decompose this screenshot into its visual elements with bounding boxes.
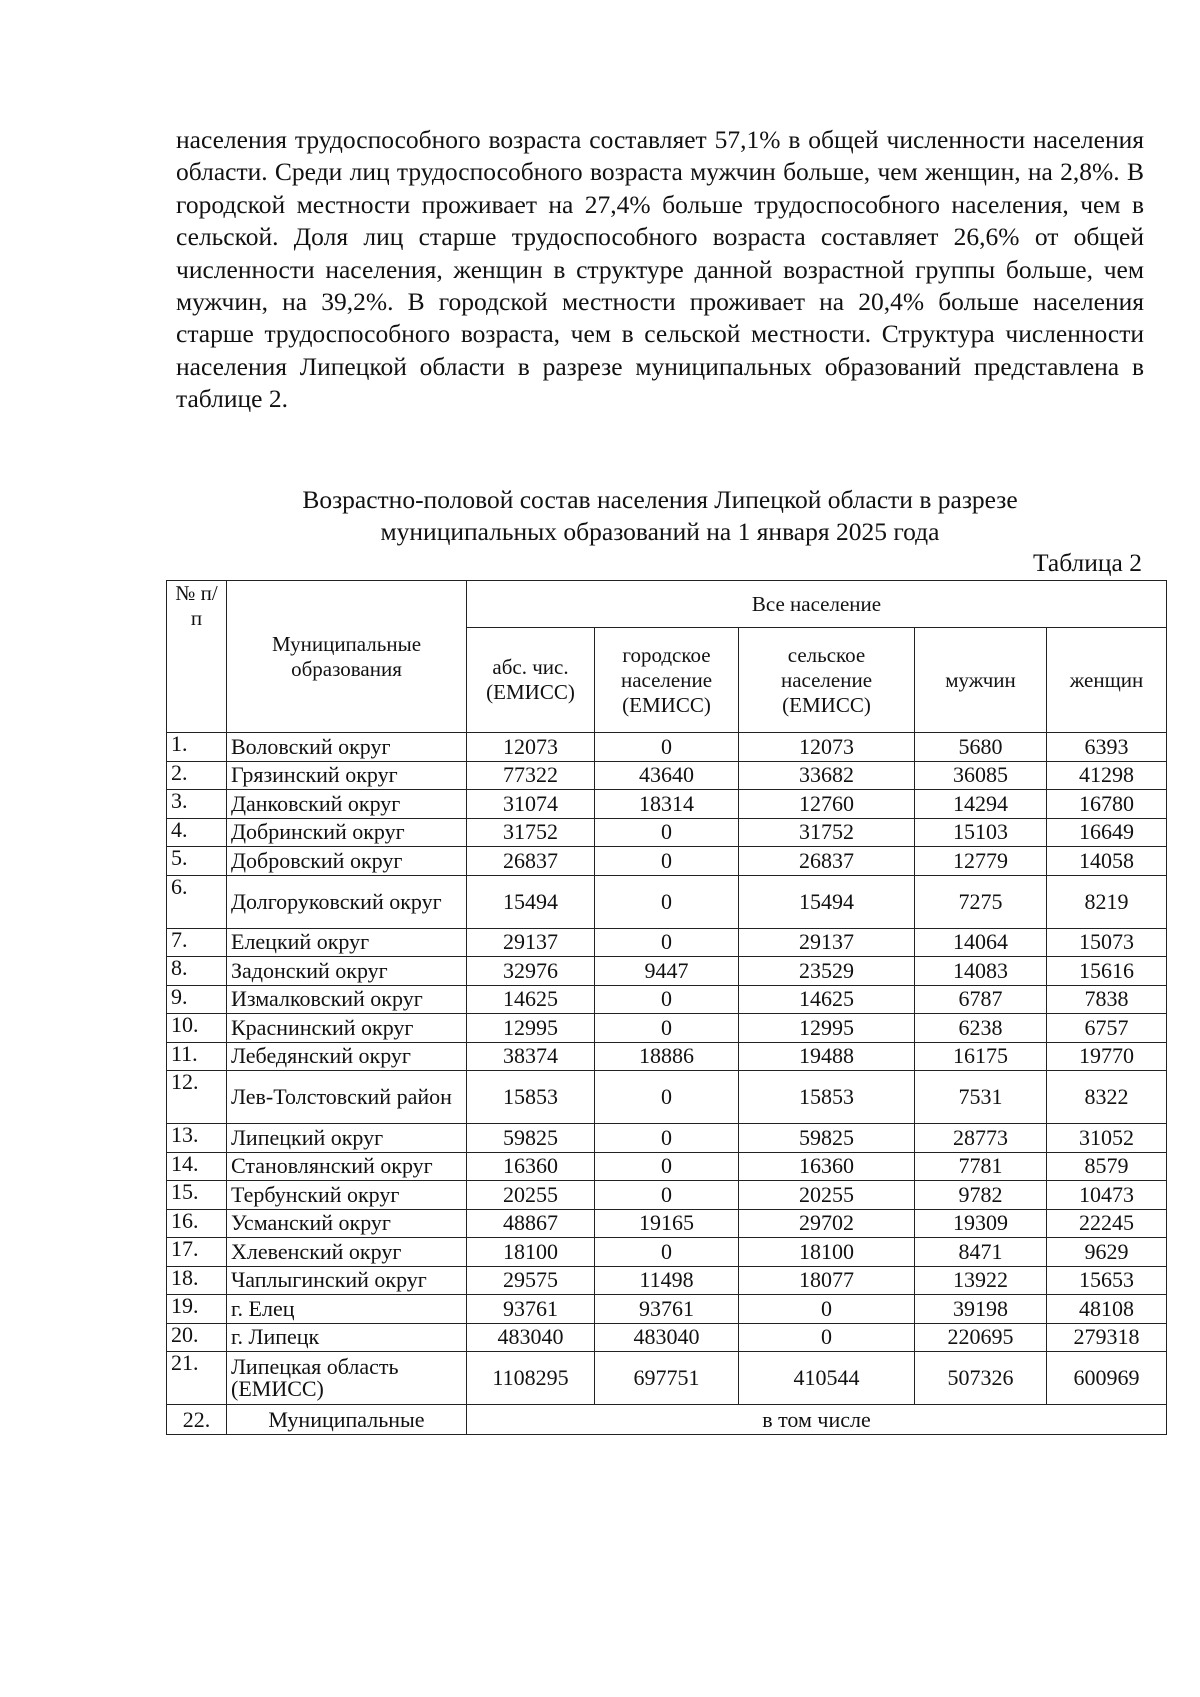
cell-urban: 19165 <box>595 1209 739 1238</box>
cell-urban: 93761 <box>595 1295 739 1324</box>
table-row <box>167 1042 1167 1071</box>
cell-urban: 0 <box>595 985 739 1014</box>
cell-men: 9782 <box>915 1181 1047 1210</box>
cell-urban: 483040 <box>595 1323 739 1352</box>
header-absolute: абс. чис. (ЕМИСС) <box>467 628 595 733</box>
cell-urban: 0 <box>595 1152 739 1181</box>
table-row <box>167 818 1167 847</box>
cell-absolute: 38374 <box>467 1042 595 1071</box>
cell-absolute: 16360 <box>467 1152 595 1181</box>
table-caption-line-1: Возрастно-половой состав населения Липецкой области в разрезе <box>302 485 1018 514</box>
row-number: 14. <box>167 1152 227 1181</box>
cell-men: 14064 <box>915 928 1047 957</box>
cell-absolute: 31752 <box>467 818 595 847</box>
cell-urban: 0 <box>595 1014 739 1043</box>
cell-women: 16649 <box>1047 818 1167 847</box>
cell-absolute: 12073 <box>467 733 595 762</box>
cell-men: 14083 <box>915 957 1047 986</box>
cell-women: 7838 <box>1047 985 1167 1014</box>
cell-women: 19770 <box>1047 1042 1167 1071</box>
header-men: мужчин <box>915 628 1047 733</box>
table-row <box>167 1181 1167 1210</box>
cell-women: 15073 <box>1047 928 1167 957</box>
row-number: 3. <box>167 790 227 819</box>
cell-absolute: 32976 <box>467 957 595 986</box>
cell-urban: 0 <box>595 818 739 847</box>
cell-women: 31052 <box>1047 1124 1167 1153</box>
cell-urban: 11498 <box>595 1266 739 1295</box>
municipality-name: Долгоруковский округ <box>227 875 467 928</box>
municipality-name: г. Елец <box>227 1295 467 1324</box>
row-number: 5. <box>167 847 227 876</box>
cell-absolute: 15853 <box>467 1071 595 1124</box>
cell-absolute: 20255 <box>467 1181 595 1210</box>
municipality-name: г. Липецк <box>227 1323 467 1352</box>
table-row <box>167 1266 1167 1295</box>
row-number: 11. <box>167 1042 227 1071</box>
cell-urban: 0 <box>595 847 739 876</box>
row-number: 4. <box>167 818 227 847</box>
municipality-name: Измалковский округ <box>227 985 467 1014</box>
cell-men: 15103 <box>915 818 1047 847</box>
table-body <box>167 733 1167 1435</box>
cell-urban: 0 <box>595 1181 739 1210</box>
cell-women: 8579 <box>1047 1152 1167 1181</box>
table-row <box>167 928 1167 957</box>
row-number: 12. <box>167 1071 227 1124</box>
municipality-name: Тербунский округ <box>227 1181 467 1210</box>
table-row <box>167 733 1167 762</box>
table-row <box>167 1323 1167 1352</box>
cell-rural: 29702 <box>739 1209 915 1238</box>
cell-absolute: 31074 <box>467 790 595 819</box>
cell-urban: 0 <box>595 733 739 762</box>
cell-rural: 12073 <box>739 733 915 762</box>
table-row <box>167 985 1167 1014</box>
cell-women: 8322 <box>1047 1071 1167 1124</box>
table-row <box>167 1071 1167 1124</box>
cell-rural: 12760 <box>739 790 915 819</box>
cell-women: 15616 <box>1047 957 1167 986</box>
cell-women: 41298 <box>1047 761 1167 790</box>
cell-rural: 14625 <box>739 985 915 1014</box>
table-number-label: Таблица 2 <box>1032 548 1142 577</box>
table-row <box>167 1238 1167 1267</box>
row-number: 18. <box>167 1266 227 1295</box>
municipality-name: Лебедянский округ <box>227 1042 467 1071</box>
row-number: 20. <box>167 1323 227 1352</box>
cell-women: 8219 <box>1047 875 1167 928</box>
table-row <box>167 790 1167 819</box>
cell-absolute: 14625 <box>467 985 595 1014</box>
municipality-name: Становлянский округ <box>227 1152 467 1181</box>
municipality-name: Добровский округ <box>227 847 467 876</box>
row-number: 17. <box>167 1238 227 1267</box>
cell-men: 36085 <box>915 761 1047 790</box>
cell-absolute: 29575 <box>467 1266 595 1295</box>
header-municipality: Муниципальные образования <box>227 581 467 733</box>
cell-men: 13922 <box>915 1266 1047 1295</box>
cell-women: 15653 <box>1047 1266 1167 1295</box>
cell-urban: 0 <box>595 1124 739 1153</box>
row-number: 22. <box>167 1405 227 1435</box>
row-number: 6. <box>167 875 227 928</box>
cell-women: 600969 <box>1047 1352 1167 1405</box>
cell-absolute: 15494 <box>467 875 595 928</box>
population-table <box>166 580 1167 1435</box>
cell-men: 7781 <box>915 1152 1047 1181</box>
cell-absolute: 483040 <box>467 1323 595 1352</box>
header-rural: сельское население (ЕМИСС) <box>739 628 915 733</box>
cell-men: 7275 <box>915 875 1047 928</box>
table-caption-line-2: муниципальных образований на 1 января 2025 года <box>380 517 940 546</box>
cell-rural: 20255 <box>739 1181 915 1210</box>
cell-rural: 33682 <box>739 761 915 790</box>
cell-rural: 0 <box>739 1323 915 1352</box>
cell-absolute: 18100 <box>467 1238 595 1267</box>
cell-urban: 0 <box>595 875 739 928</box>
cell-rural: 410544 <box>739 1352 915 1405</box>
cell-urban: 0 <box>595 1238 739 1267</box>
municipality-name: Задонский округ <box>227 957 467 986</box>
cell-absolute: 93761 <box>467 1295 595 1324</box>
cell-absolute: 48867 <box>467 1209 595 1238</box>
cell-women: 6757 <box>1047 1014 1167 1043</box>
cell-women: 22245 <box>1047 1209 1167 1238</box>
row-number: 1. <box>167 733 227 762</box>
row-number: 13. <box>167 1124 227 1153</box>
header-urban: городское население (ЕМИСС) <box>595 628 739 733</box>
cell-rural: 18077 <box>739 1266 915 1295</box>
cell-urban: 43640 <box>595 761 739 790</box>
cell-absolute: 26837 <box>467 847 595 876</box>
cell-rural: 29137 <box>739 928 915 957</box>
municipality-name: Чаплыгинский округ <box>227 1266 467 1295</box>
cell-urban: 0 <box>595 1071 739 1124</box>
cell-men: 7531 <box>915 1071 1047 1124</box>
table-row <box>167 1152 1167 1181</box>
cell-rural: 15853 <box>739 1071 915 1124</box>
municipality-name: Елецкий округ <box>227 928 467 957</box>
municipality-name: Данковский округ <box>227 790 467 819</box>
cell-women: 10473 <box>1047 1181 1167 1210</box>
cell-men: 220695 <box>915 1323 1047 1352</box>
cell-rural: 15494 <box>739 875 915 928</box>
cell-men: 8471 <box>915 1238 1047 1267</box>
municipality-name: Усманский округ <box>227 1209 467 1238</box>
including-label: в том числе <box>467 1405 1167 1435</box>
cell-men: 6787 <box>915 985 1047 1014</box>
cell-men: 507326 <box>915 1352 1047 1405</box>
table-row <box>167 1295 1167 1324</box>
municipality-name: Краснинский округ <box>227 1014 467 1043</box>
body-paragraph: населения трудоспособного возраста составляет 57,1% в общей численности населения области. Среди лиц трудоспособного возраста мужчин больше, чем женщин, на 2,8%. В городской местности проживает на 27,4% больше трудоспособного населения, чем в сельской. Доля лиц старше трудоспособного возраста составляет 26,6% от общей численности населения, женщин в структуре данной возрастной группы больше, чем мужчин, на 39,2%. В городской местности проживает на 20,4% больше населения старше трудоспособного возраста, чем в сельской местности. Структура численности населения Липецкой области в разрезе муниципальных образований представлена в таблице 2. <box>176 125 1144 414</box>
cell-women: 14058 <box>1047 847 1167 876</box>
cell-absolute: 59825 <box>467 1124 595 1153</box>
row-number: 8. <box>167 957 227 986</box>
row-number: 9. <box>167 985 227 1014</box>
table-row <box>167 1014 1167 1043</box>
table-row <box>167 957 1167 986</box>
table-row <box>167 1405 1167 1435</box>
municipality-name: Воловский округ <box>227 733 467 762</box>
cell-women: 48108 <box>1047 1295 1167 1324</box>
table-caption <box>176 484 1144 548</box>
municipality-name: Липецкий округ <box>227 1124 467 1153</box>
cell-men: 14294 <box>915 790 1047 819</box>
cell-rural: 19488 <box>739 1042 915 1071</box>
cell-rural: 12995 <box>739 1014 915 1043</box>
cell-women: 6393 <box>1047 733 1167 762</box>
row-number: 2. <box>167 761 227 790</box>
table-row <box>167 1352 1167 1405</box>
cell-men: 6238 <box>915 1014 1047 1043</box>
cell-absolute: 12995 <box>467 1014 595 1043</box>
header-number: № п/п <box>167 581 227 733</box>
cell-men: 39198 <box>915 1295 1047 1324</box>
table-row <box>167 1209 1167 1238</box>
row-number: 16. <box>167 1209 227 1238</box>
cell-rural: 16360 <box>739 1152 915 1181</box>
cell-women: 16780 <box>1047 790 1167 819</box>
table-row <box>167 1124 1167 1153</box>
header-all-population: Все население <box>467 581 1167 628</box>
cell-men: 19309 <box>915 1209 1047 1238</box>
cell-men: 28773 <box>915 1124 1047 1153</box>
cell-rural: 59825 <box>739 1124 915 1153</box>
cell-women: 9629 <box>1047 1238 1167 1267</box>
cell-absolute: 77322 <box>467 761 595 790</box>
cell-men: 5680 <box>915 733 1047 762</box>
municipality-name: Липецкая область (ЕМИСС) <box>227 1352 467 1405</box>
cell-absolute: 1108295 <box>467 1352 595 1405</box>
municipality-name: Грязинский округ <box>227 761 467 790</box>
cell-women: 279318 <box>1047 1323 1167 1352</box>
cell-rural: 26837 <box>739 847 915 876</box>
municipality-name: Муниципальные <box>227 1405 467 1435</box>
table-row <box>167 875 1167 928</box>
cell-urban: 18886 <box>595 1042 739 1071</box>
table-row <box>167 847 1167 876</box>
municipality-name: Лев-Толстовский район <box>227 1071 467 1124</box>
row-number: 19. <box>167 1295 227 1324</box>
row-number: 10. <box>167 1014 227 1043</box>
cell-urban: 9447 <box>595 957 739 986</box>
row-number: 21. <box>167 1352 227 1405</box>
table-row <box>167 761 1167 790</box>
cell-rural: 18100 <box>739 1238 915 1267</box>
header-women: женщин <box>1047 628 1167 733</box>
municipality-name: Добринский округ <box>227 818 467 847</box>
row-number: 15. <box>167 1181 227 1210</box>
cell-rural: 23529 <box>739 957 915 986</box>
cell-rural: 0 <box>739 1295 915 1324</box>
cell-rural: 31752 <box>739 818 915 847</box>
cell-men: 16175 <box>915 1042 1047 1071</box>
row-number: 7. <box>167 928 227 957</box>
cell-absolute: 29137 <box>467 928 595 957</box>
cell-urban: 697751 <box>595 1352 739 1405</box>
cell-urban: 0 <box>595 928 739 957</box>
cell-men: 12779 <box>915 847 1047 876</box>
cell-urban: 18314 <box>595 790 739 819</box>
municipality-name: Хлевенский округ <box>227 1238 467 1267</box>
